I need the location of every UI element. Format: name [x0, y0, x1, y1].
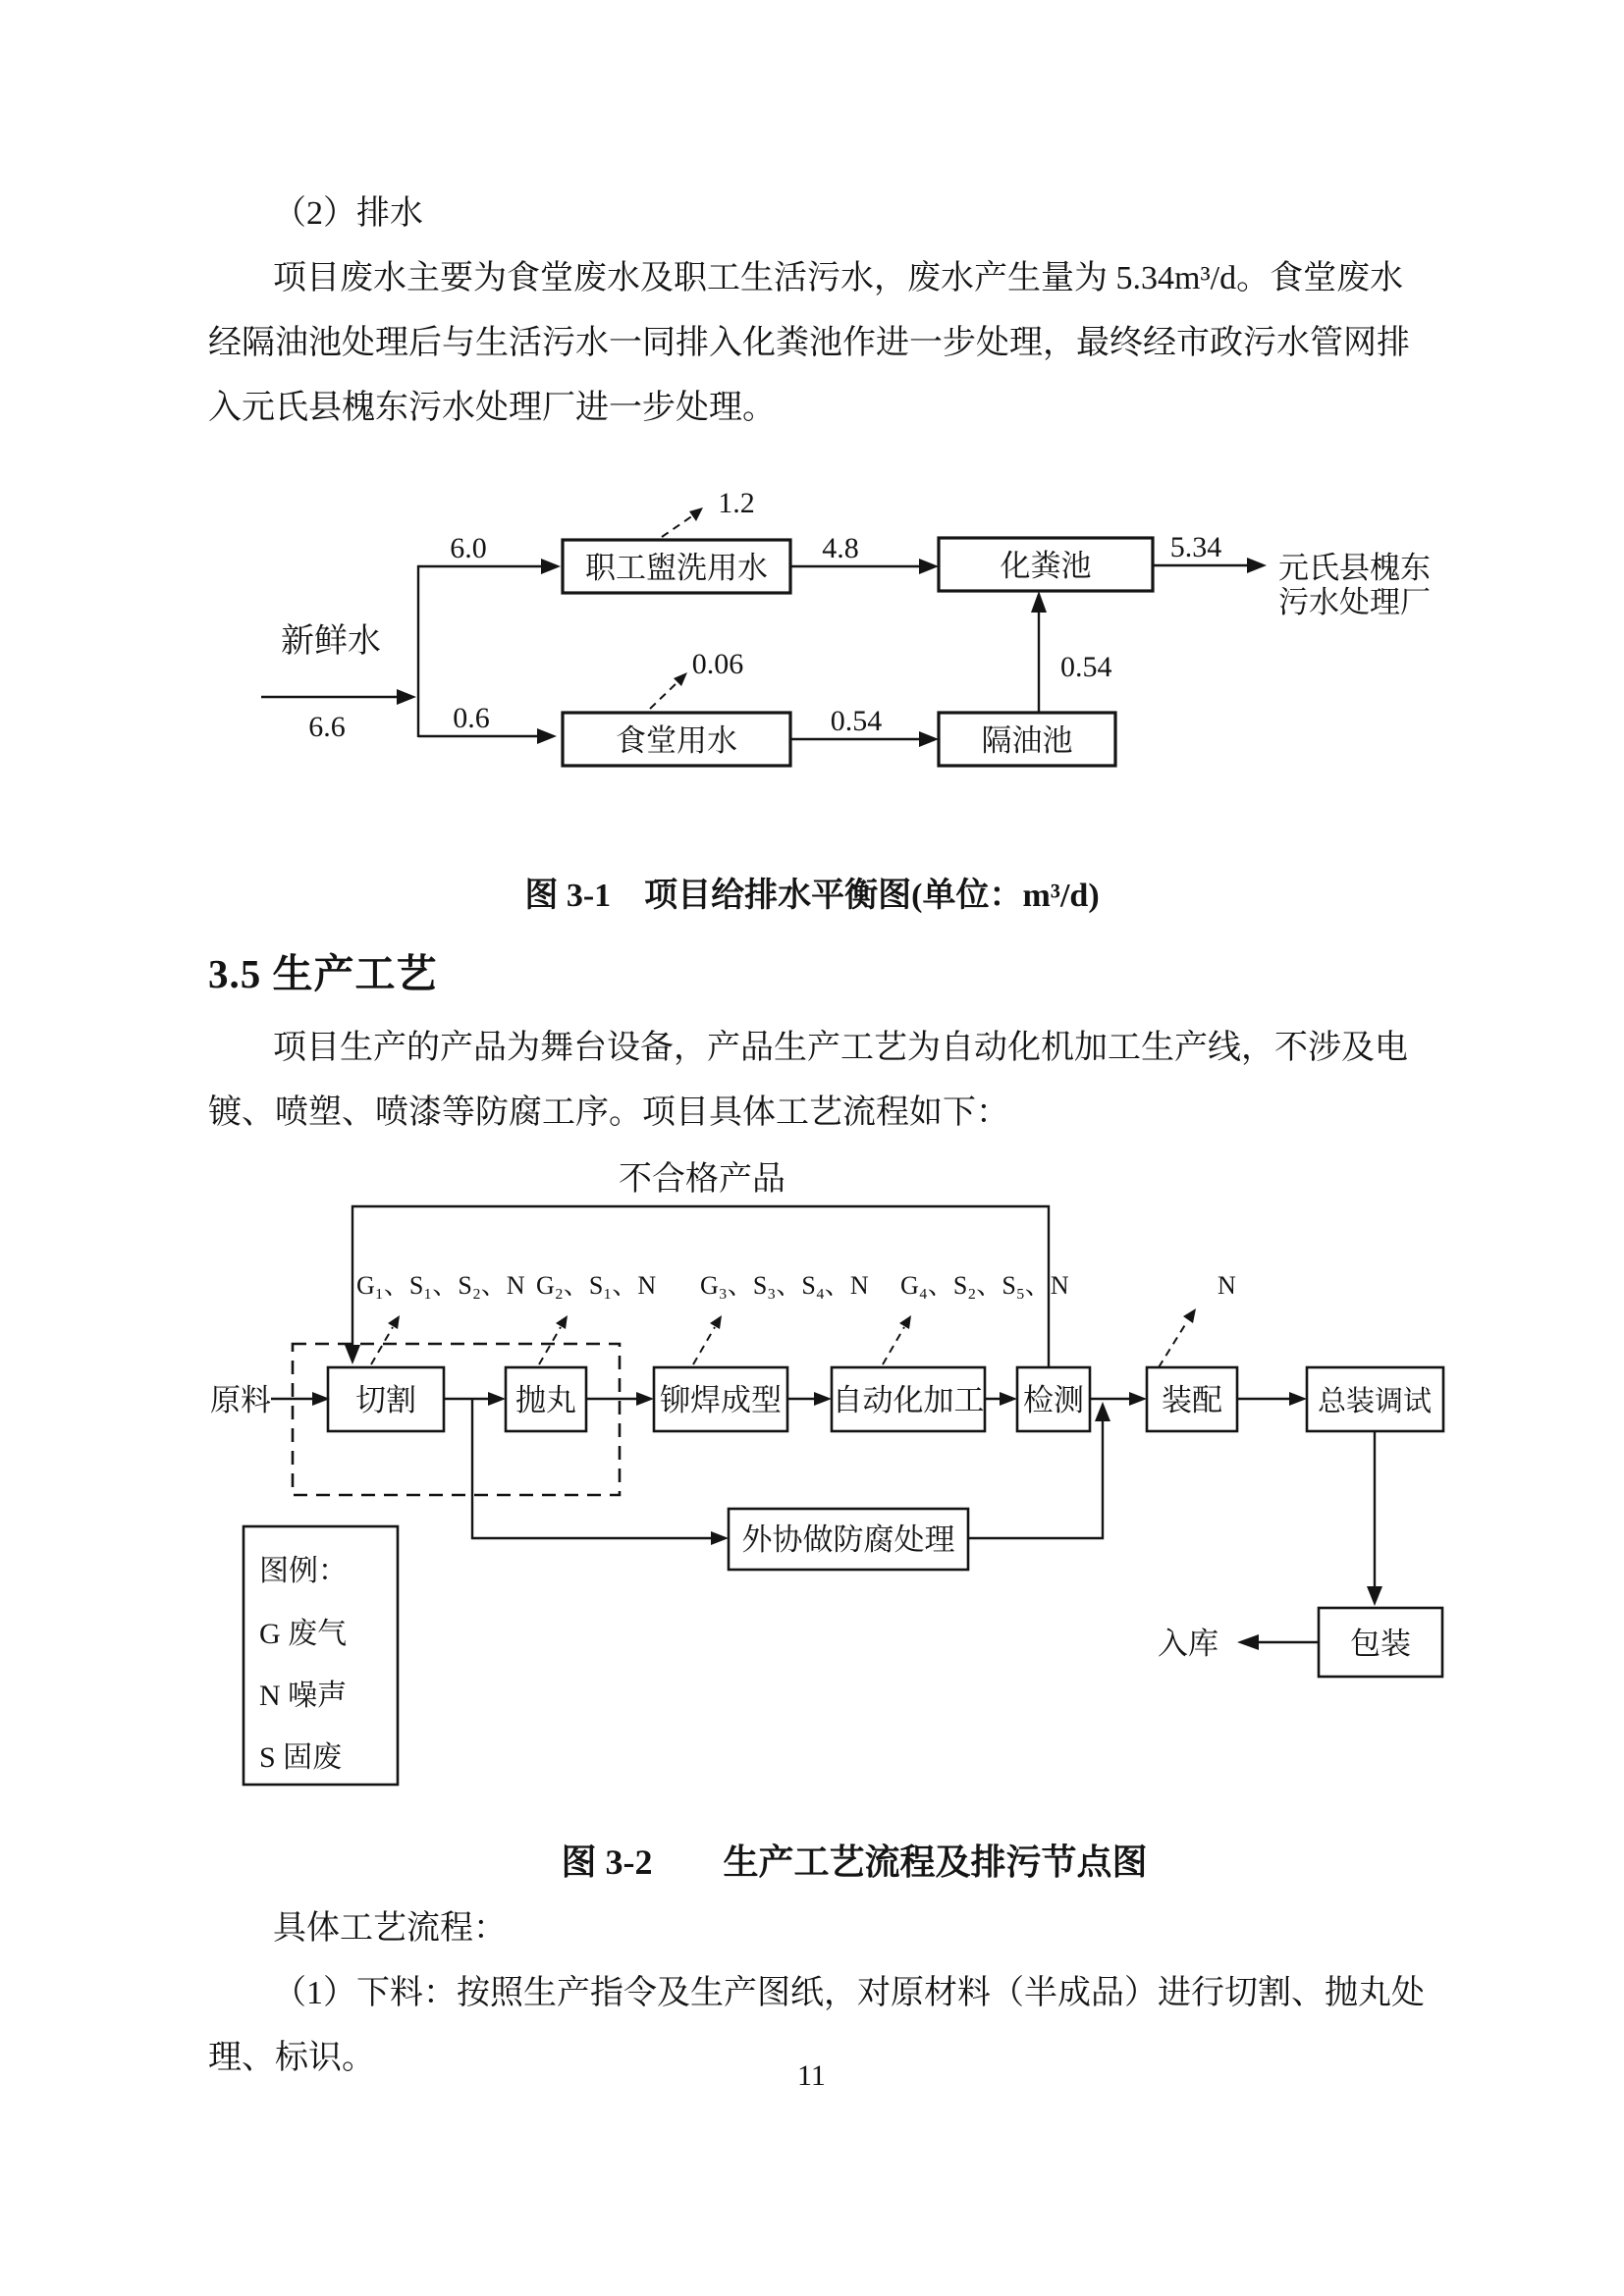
treatment-plant-line2: 污水处理厂	[1278, 585, 1431, 619]
outsourced-label: 外协做防腐处理	[741, 1522, 955, 1557]
flow-grease-to-septic-value: 0.54	[1060, 651, 1112, 683]
legend-gas: G 废气	[259, 1618, 348, 1650]
emission-riveting: G₃、S₃、S₄、N	[700, 1271, 869, 1300]
emission-arrows	[371, 1308, 1196, 1367]
emission-automation: G₄、S₂、S₅、N	[900, 1271, 1069, 1300]
process-flow-diagram	[196, 1148, 1463, 1826]
drainage-heading: （2）排水	[273, 195, 423, 232]
assembly-label: 装配	[1162, 1383, 1222, 1417]
inspection-label: 检测	[1023, 1383, 1084, 1417]
footer-line2: 理、标识。	[208, 2040, 375, 2076]
automation-label: 自动化加工	[832, 1383, 985, 1417]
final-assembly-label: 总装调试	[1317, 1386, 1433, 1417]
fresh-water-label: 新鲜水	[281, 623, 381, 660]
legend-noise: N 噪声	[259, 1680, 348, 1712]
reject-label: 不合格产品	[619, 1161, 785, 1198]
emission-cutting: G₁、S₁、S₂、N	[356, 1271, 525, 1300]
outsourced-branch	[472, 1400, 729, 1545]
flow-septic-out	[1153, 531, 1267, 573]
washing-loss-value: 1.2	[718, 487, 755, 519]
footer-line1: （1）下料：按照生产指令及生产图纸，对原材料（半成品）进行切割、抛丸处	[273, 1975, 1425, 2011]
flow-septic-out-value: 5.34	[1169, 531, 1222, 563]
legend-solid-waste: S 固废	[259, 1741, 343, 1774]
page-number: 11	[797, 2059, 826, 2092]
figure1-caption: 图 3-1 项目给排水平衡图(单位：m³/d)	[524, 878, 1100, 914]
canteen-water-label: 食堂用水	[616, 723, 737, 758]
emission-assembly: N	[1218, 1271, 1236, 1300]
main-flow-arrows	[271, 1392, 1307, 1406]
reject-feedback-loop	[345, 1160, 1049, 1366]
canteen-loss-arrow	[650, 648, 743, 709]
flow-to-washing	[417, 532, 561, 574]
canteen-loss-value: 0.06	[691, 648, 744, 680]
flow-to-washing-value: 6.0	[450, 532, 487, 564]
process-paragraph-line1: 项目生产的产品为舞台设备，产品生产工艺为自动化机加工生产线，不涉及电	[273, 1030, 1408, 1066]
flow-washing-to-septic-value: 4.8	[822, 532, 859, 564]
flow-to-packing	[1367, 1431, 1382, 1606]
fresh-water-source	[261, 565, 418, 743]
fresh-water-value: 6.6	[308, 711, 346, 743]
emission-shot-blasting: G₂、S₁、N	[536, 1271, 657, 1300]
process-paragraph-line2: 镀、喷塑、喷漆等防腐工序。项目具体工艺流程如下：	[208, 1095, 1009, 1131]
flow-to-canteen	[418, 702, 557, 744]
warehouse-label: 入库	[1158, 1627, 1218, 1661]
cutting-label: 切割	[355, 1383, 416, 1417]
flow-canteen-to-grease	[790, 705, 939, 747]
riveting-label: 铆焊成型	[660, 1383, 782, 1417]
arrowhead-feed	[397, 689, 416, 705]
flow-canteen-to-grease-value: 0.54	[830, 705, 883, 737]
closing-heading: 具体工艺流程：	[273, 1910, 507, 1947]
drainage-paragraph-line2: 经隔油池处理后与生活污水一同排入化粪池作进一步处理，最终经市政污水管网排	[208, 325, 1410, 361]
flow-grease-to-septic	[1031, 591, 1112, 712]
shot-blasting-label: 抛丸	[515, 1383, 576, 1417]
legend	[244, 1526, 398, 1785]
washing-loss-arrow	[662, 487, 755, 537]
flow-to-warehouse	[1237, 1634, 1319, 1650]
raw-material-label: 原料	[210, 1383, 271, 1417]
drainage-paragraph-line1: 项目废水主要为食堂废水及职工生活污水，废水产生量为 5.34m³/d。食堂废水	[273, 260, 1404, 296]
legend-title: 图例：	[259, 1555, 348, 1587]
figure2-caption: 图 3-2 生产工艺流程及排污节点图	[561, 1842, 1148, 1882]
flow-washing-to-septic	[790, 532, 939, 574]
water-balance-diagram	[177, 461, 1473, 785]
septic-tank-label: 化粪池	[1000, 549, 1092, 583]
packing-label: 包装	[1350, 1627, 1411, 1661]
grease-trap-label: 隔油池	[981, 723, 1073, 758]
section-heading: 3.5 生产工艺	[208, 951, 438, 996]
washing-water-label: 职工盥洗用水	[585, 551, 768, 585]
flow-to-canteen-value: 0.6	[453, 702, 490, 734]
drainage-paragraph-line3: 入元氏县槐东污水处理厂进一步处理。	[208, 390, 776, 426]
treatment-plant-line1: 元氏县槐东	[1278, 551, 1431, 585]
